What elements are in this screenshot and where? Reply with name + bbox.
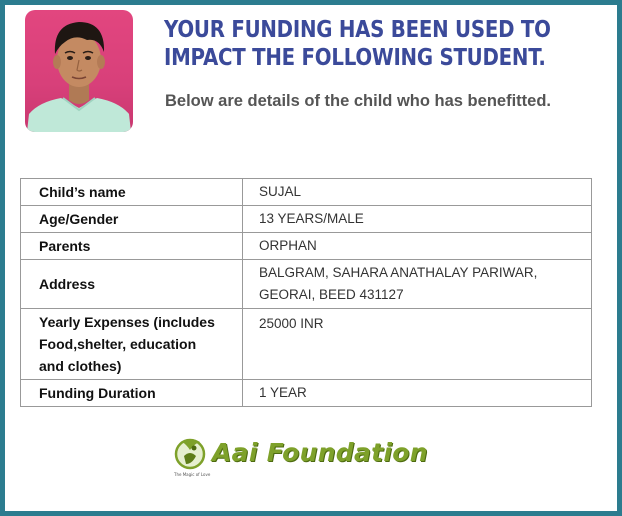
row-value: ORPHAN [243,233,592,260]
table-row [21,179,592,206]
label-line: and clothes) [39,358,122,374]
row-label: Funding Duration [21,380,243,407]
table-row [21,260,592,309]
student-photo [25,10,133,132]
table-row [21,309,592,380]
row-label: Age/Gender [21,206,243,233]
row-value: 1 YEAR [243,380,592,407]
row-label [21,309,243,380]
label-line: Yearly Expenses (includes [39,314,215,330]
row-value [243,260,592,309]
address-line: GEORAI, BEED 431127 [259,287,404,302]
expense-value: 25000 INR [259,316,324,331]
logo-tagline: The Magic of Love [174,472,211,477]
subheading: Below are details of the child who has benefitted. [165,92,551,110]
row-label: Parents [21,233,243,260]
row-label: Child’s name [21,179,243,206]
logo-emblem-icon [172,434,212,478]
table-row [21,206,592,233]
table-row [21,380,592,407]
row-value: SUJAL [243,179,592,206]
address-line: BALGRAM, SAHARA ANATHALAY PARIWAR, [259,265,538,280]
label-line: Food,shelter, education [39,336,197,352]
details-table [20,178,592,407]
row-label: Address [21,260,243,309]
logo-text: Aai Foundation [212,438,428,467]
headline: YOUR FUNDING HAS BEEN USED TO IMPACT THE FOLLOWING STUDENT. [164,17,551,71]
table-row [21,233,592,260]
row-value: 13 YEARS/MALE [243,206,592,233]
foundation-logo [172,434,442,478]
row-value [243,309,592,380]
